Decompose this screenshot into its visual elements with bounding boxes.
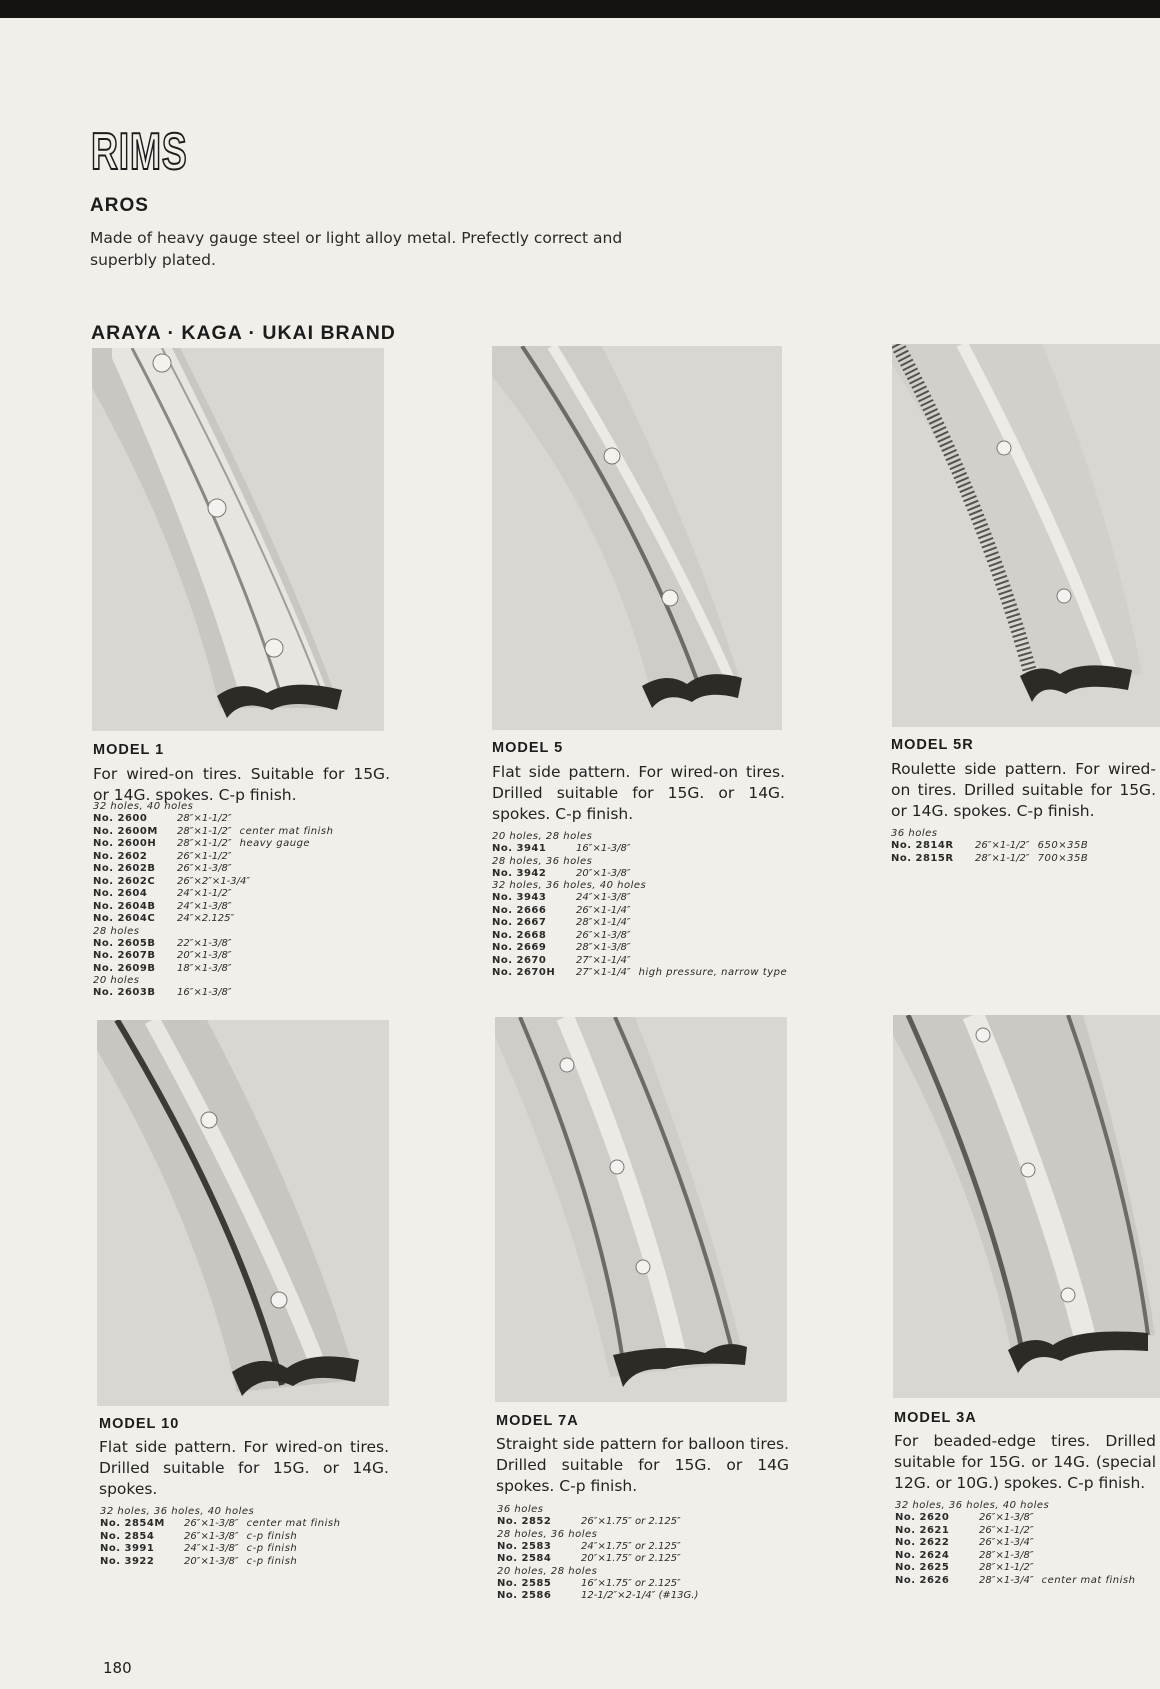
spec-note: center mat finish	[246, 1518, 341, 1529]
rim-size: 16″×1-3/8″	[177, 987, 232, 998]
part-number: No. 2609B	[93, 962, 156, 974]
rim-size: 24″×1-1/2″	[177, 888, 232, 899]
part-number: No. 2600	[93, 813, 148, 824]
spec-row	[93, 938, 333, 951]
rim-photo-model-1	[92, 348, 384, 731]
part-number: No. 3922	[100, 1555, 155, 1567]
spec-row	[93, 950, 333, 963]
spec-group-header: 32 holes, 36 holes, 40 holes	[895, 1500, 1050, 1511]
rim-size: 18″×1-3/8″	[177, 962, 232, 974]
spec-group-header: 32 holes, 40 holes	[93, 801, 194, 812]
spec-note: 650×35B	[1037, 840, 1089, 851]
spec-row	[497, 1516, 698, 1529]
spec-row	[895, 1512, 1135, 1525]
rim-size: 28″×1-1/2″	[975, 852, 1030, 864]
rim-size: 28″×1-1/2″	[177, 825, 232, 837]
spec-note: 700×35B	[1037, 852, 1089, 864]
rim-size: 28″×1-1/2″	[177, 813, 232, 824]
rim-size: 28″×1-3/8″	[979, 1549, 1034, 1561]
part-number: No. 2620	[895, 1512, 950, 1523]
model-title: MODEL 10	[99, 1416, 180, 1432]
rim-size: 26″×1-3/8″	[184, 1518, 239, 1529]
part-number: No. 3943	[492, 892, 547, 903]
spec-row	[492, 868, 787, 881]
spec-note: high pressure, narrow type	[638, 967, 788, 978]
rim-illustration	[92, 348, 384, 731]
rim-size: 26″×1.75″ or 2.125″	[581, 1516, 681, 1527]
rim-illustration	[893, 1015, 1160, 1398]
rim-size: 12-1/2″×2-1/4″ (#13G.)	[581, 1590, 699, 1601]
spec-note: center mat finish	[1041, 1574, 1136, 1586]
rim-size: 27″×1-1/4″	[576, 967, 631, 978]
part-number: No. 2602B	[93, 863, 156, 874]
part-number: No. 3941	[492, 843, 547, 854]
part-number: No. 2621	[895, 1524, 950, 1536]
spec-row	[93, 888, 333, 901]
part-number: No. 2815R	[891, 852, 954, 864]
rim-size: 27″×1-1/4″	[576, 954, 631, 966]
rim-size: 26″×1-1/2″	[979, 1524, 1034, 1536]
part-number: No. 3991	[100, 1543, 155, 1554]
part-number: No. 2607B	[93, 950, 156, 961]
spec-row	[492, 843, 787, 856]
part-number: No. 2600M	[93, 825, 158, 837]
rim-size: 26″×2″×1-3/4″	[177, 875, 251, 887]
part-number: No. 2622	[895, 1537, 950, 1548]
part-number: No. 3942	[492, 867, 547, 879]
rim-size: 22″×1-3/8″	[177, 937, 232, 949]
rim-size: 16″×1-3/8″	[576, 843, 631, 854]
rim-size: 24″×1-3/8″	[576, 892, 631, 903]
part-number: No. 2604C	[93, 913, 156, 924]
spec-list-model-7a	[497, 1504, 698, 1603]
brand-heading: ARAYA · KAGA · UKAI BRAND	[91, 322, 396, 344]
spec-row	[492, 892, 787, 905]
spec-group-header: 28 holes, 36 holes	[492, 855, 593, 867]
spec-row	[492, 917, 787, 930]
rim-size: 26″×1-1/2″	[975, 840, 1030, 851]
spec-row	[100, 1518, 340, 1531]
rim-size: 20″×1-3/8″	[184, 1555, 239, 1567]
spec-row	[497, 1578, 698, 1591]
spec-note: center mat finish	[239, 825, 334, 837]
spec-row	[100, 1543, 340, 1556]
model-title: MODEL 7A	[496, 1413, 579, 1429]
rim-size: 20″×1-3/8″	[576, 867, 631, 879]
spec-row	[93, 851, 333, 864]
part-number: No. 2670	[492, 954, 547, 966]
part-number: No. 2604B	[93, 900, 156, 912]
model-title: MODEL 5R	[891, 737, 974, 753]
spec-row	[895, 1562, 1135, 1575]
rim-size: 28″×1-3/8″	[576, 942, 631, 953]
intro-text: Made of heavy gauge steel or light alloy metal. Prefectly correct and superbly plated.	[90, 229, 623, 269]
spec-row	[492, 955, 787, 968]
spec-group-header: 32 holes, 36 holes, 40 holes	[100, 1506, 255, 1517]
spec-row	[492, 967, 787, 980]
page-top-edge	[0, 0, 1160, 18]
part-number: No. 2604	[93, 888, 148, 899]
part-number: No. 2625	[895, 1562, 950, 1573]
rim-size: 16″×1.75″ or 2.125″	[581, 1577, 681, 1589]
rim-photo-model-5r	[892, 344, 1160, 727]
spec-list-model-5	[492, 831, 787, 980]
rim-size: 20″×1-3/8″	[177, 950, 232, 961]
model-description: Roulette side pattern. For wired-on tires. Drilled suitable for 15G. or 14G. spokes. C-p finish.	[891, 760, 1156, 820]
page-number: 180	[103, 1659, 132, 1677]
rim-size: 24″×2.125″	[177, 913, 235, 924]
rim-size: 20″×1.75″ or 2.125″	[581, 1553, 681, 1564]
part-number: No. 2852	[497, 1516, 552, 1527]
spec-row	[891, 840, 1088, 853]
spec-note: c-p finish	[246, 1543, 298, 1554]
part-number: No. 2626	[895, 1574, 950, 1586]
part-number: No. 2603B	[93, 987, 156, 998]
spec-note: c-p finish	[246, 1555, 298, 1567]
rim-size: 26″×1-3/8″	[184, 1530, 239, 1542]
model-title: MODEL 1	[93, 742, 165, 758]
spec-row	[497, 1553, 698, 1566]
model-description: For wired-on tires. Suitable for 15G. or 14G. spokes. C-p finish.	[93, 765, 390, 804]
spec-row	[93, 838, 333, 851]
rim-size: 26″×1-1/2″	[177, 850, 232, 862]
rim-size: 26″×1-3/8″	[576, 929, 631, 941]
spec-row	[497, 1541, 698, 1554]
section-title: RIMS	[91, 123, 188, 181]
rim-size: 24″×1.75″ or 2.125″	[581, 1540, 681, 1552]
rim-illustration	[892, 344, 1160, 727]
rim-size: 24″×1-3/8″	[184, 1543, 239, 1554]
spec-row	[93, 987, 333, 1000]
spec-row	[93, 876, 333, 889]
rim-size: 26″×1-3/8″	[979, 1512, 1034, 1523]
rim-photo-model-10	[97, 1020, 389, 1406]
spec-row	[492, 930, 787, 943]
part-number: No. 2669	[492, 942, 547, 953]
spec-row	[93, 813, 333, 826]
spec-row	[895, 1550, 1135, 1563]
spec-group-header: 36 holes	[891, 828, 938, 839]
rim-size: 24″×1-3/8″	[177, 900, 232, 912]
part-number: No. 2602C	[93, 875, 156, 887]
spec-note: c-p finish	[246, 1530, 298, 1542]
spec-list-model-10	[100, 1506, 340, 1568]
rim-illustration	[492, 346, 782, 730]
model-title: MODEL 3A	[894, 1410, 977, 1426]
spec-row	[93, 863, 333, 876]
spec-row	[891, 853, 1088, 866]
rim-photo-model-7a	[495, 1017, 787, 1402]
spec-group-header: 28 holes	[93, 925, 140, 937]
model-description: For beaded-edge tires. Drilled suitable for 15G. or 14G. (special 12G. or 10G.) spokes. C-p finish.	[894, 1432, 1156, 1492]
spec-list-model-3a	[895, 1500, 1135, 1587]
part-number: No. 2583	[497, 1540, 552, 1552]
part-number: No. 2586	[497, 1590, 552, 1601]
rim-size: 26″×1-1/4″	[576, 904, 631, 916]
part-number: No. 2600H	[93, 838, 157, 849]
spec-row	[100, 1531, 340, 1544]
spec-list-model-5r	[891, 828, 1088, 865]
spec-row	[93, 901, 333, 914]
rim-photo-model-3a	[893, 1015, 1160, 1398]
spec-row	[895, 1537, 1135, 1550]
rim-photo-model-5	[492, 346, 782, 730]
spec-group-header: 20 holes	[93, 975, 140, 986]
spec-group-header: 20 holes, 28 holes	[492, 831, 593, 842]
spec-row	[492, 942, 787, 955]
section-subtitle: AROS	[90, 195, 149, 216]
part-number: No. 2854	[100, 1530, 155, 1542]
rim-size: 28″×1-1/2″	[979, 1562, 1034, 1573]
spec-row	[492, 905, 787, 918]
model-description: Straight side pattern for balloon tires. Drilled suitable for 15G. or 14G spokes. C-p finish.	[496, 1435, 789, 1495]
part-number: No. 2602	[93, 850, 148, 862]
spec-group-header: 28 holes, 36 holes	[497, 1528, 598, 1540]
model-description: Flat side pattern. For wired-on tires. Drilled suitable for 15G. or 14G. spokes. C-p finish.	[492, 763, 785, 823]
model-title: MODEL 5	[492, 740, 564, 756]
part-number: No. 2668	[492, 929, 547, 941]
part-number: No. 2667	[492, 917, 547, 928]
spec-row	[895, 1575, 1135, 1588]
rim-illustration	[97, 1020, 389, 1406]
spec-group-header: 36 holes	[497, 1504, 544, 1515]
spec-row	[497, 1590, 698, 1603]
part-number: No. 2605B	[93, 937, 156, 949]
part-number: No. 2584	[497, 1553, 552, 1564]
model-description: Flat side pattern. For wired-on tires. Drilled suitable for 15G. or 14G. spokes.	[99, 1438, 389, 1498]
spec-row	[93, 826, 333, 839]
rim-size: 26″×1-3/4″	[979, 1537, 1034, 1548]
rim-size: 28″×1-3/4″	[979, 1574, 1034, 1586]
rim-illustration	[495, 1017, 787, 1402]
rim-size: 28″×1-1/4″	[576, 917, 631, 928]
spec-row	[895, 1525, 1135, 1538]
spec-group-header: 32 holes, 36 holes, 40 holes	[492, 880, 647, 891]
spec-row	[100, 1556, 340, 1569]
spec-row	[93, 913, 333, 926]
part-number: No. 2814R	[891, 840, 954, 851]
spec-group-header: 20 holes, 28 holes	[497, 1565, 598, 1577]
part-number: No. 2666	[492, 904, 547, 916]
spec-note: heavy gauge	[239, 838, 311, 849]
rim-size: 26″×1-3/8″	[177, 863, 232, 874]
part-number: No. 2585	[497, 1577, 552, 1589]
spec-list-model-1	[93, 801, 333, 1000]
spec-row	[93, 963, 333, 976]
part-number: No. 2854M	[100, 1518, 165, 1529]
part-number: No. 2624	[895, 1549, 950, 1561]
rim-size: 28″×1-1/2″	[177, 838, 232, 849]
part-number: No. 2670H	[492, 967, 556, 978]
